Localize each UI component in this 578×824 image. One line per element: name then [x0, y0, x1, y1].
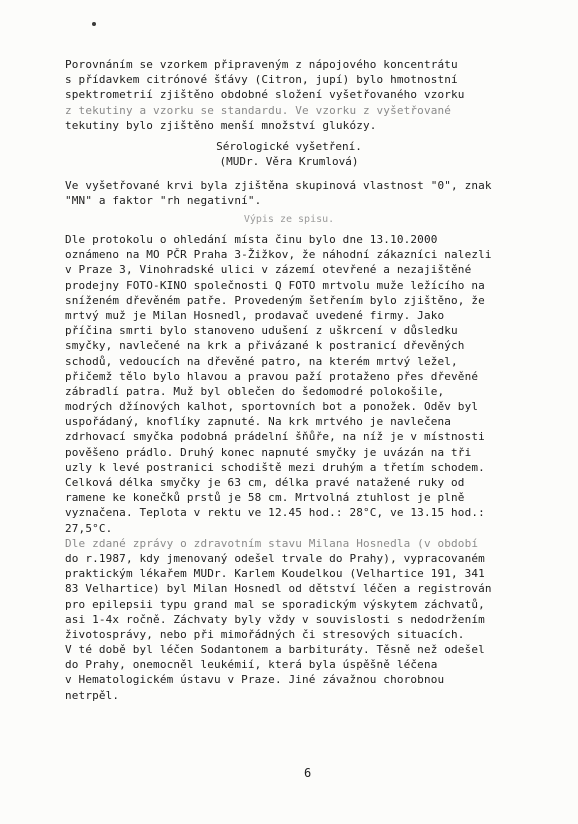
text-line: pro epilepsii typu grand mal se sporadickým výskytem záchvatů,: [65, 597, 485, 611]
text-line: uspořádaný, knoflíky zapnuté. Na krk mrtvého je navlečena: [65, 415, 452, 429]
text-line: pověšeno prádlo. Druhý konec napnuté smyčky je uvázán na tři: [65, 445, 472, 459]
file-heading: Výpis ze spisu.: [243, 214, 335, 225]
text-line: praktickým lékařem MUDr. Karlem Koudelkou (Velhartice 191, 341: [65, 567, 485, 581]
text-line: v Praze 3, Vinohradské ulici v zázemí otevřené a nezajištěné: [65, 263, 472, 277]
text-line: "MN" a faktor "rh negativní".: [65, 194, 262, 208]
serology-paragraph: [65, 178, 492, 208]
text-line: modrých džínových kalhot, sportovních bot a ponožek. Oděv byl: [65, 400, 479, 414]
file-paragraph: [65, 232, 492, 703]
text-line: uzly k levé postranici schodiště mezi druhým a třetím schodem.: [65, 460, 485, 474]
text-line: schodů, vedoucích na dřevěné patro, na kterém mrtvý ležel,: [65, 354, 458, 368]
text-line: spektrometrií zjištěno obdobné složení vyšetřovaného vzorku: [65, 88, 465, 102]
text-line: přičemž tělo bylo hlavou a pravou paží protaženo přes dřevěné: [65, 369, 479, 383]
text-line: Celková délka smyčky je 63 cm, délka pravé natažené ruky od: [65, 476, 465, 489]
text-line: vyznačena. Teplota v rektu ve 12.45 hod.: 28°C, ve 13.15 hod.:: [65, 506, 485, 520]
text-line: smyčky, navlečené na krk a přivázané k postranicí dřevěných: [65, 339, 465, 353]
text-line: zdrhovací smyčka podobná prádelní šňůře, na níž je v místnosti: [65, 430, 485, 444]
text-line: zábradlí patra. Muž byl oblečen do šedomodré polokošile,: [65, 384, 445, 398]
text-line: ramene ke konečků prstů je 58 cm. Mrtvolná ztuhlost je plně: [65, 491, 465, 505]
text-line: asi 1-4x ročně. Záchvaty byly vždy v souvislosti s nedodržením: [65, 612, 485, 626]
text-line: prodejny FOTO-KINO společnosti Q FOTO mrtvolu muže ležícího na: [65, 278, 485, 292]
text-line: příčina smrti bylo stanoveno udušení z uškrcení v důsledku: [65, 324, 458, 338]
text-line: 27,5°C.: [65, 521, 113, 535]
text-line: Ve vyšetřované krvi byla zjištěna skupinová vlastnost "0", znak: [65, 179, 492, 192]
text-line: oznámeno na MO PČR Praha 3-Žižkov, že náhodní zákazníci nalezli: [65, 248, 492, 262]
text-line: tekutiny bylo zjištěno menší množství glukózy.: [65, 118, 377, 132]
scan-speck: [92, 22, 96, 26]
text-line: netrpěl.: [65, 688, 120, 702]
text-line: V té době byl léčen Sodantonem a barbituráty. Těsně než odešel: [65, 643, 485, 657]
intro-paragraph: [65, 57, 465, 133]
text-line: z tekutiny a vzorku se standardu. Ve vzorku z vyšetřované: [65, 103, 452, 117]
serology-heading: Sérologické vyšetření.: [216, 140, 362, 153]
page-number: 6: [304, 766, 312, 780]
text-line: Porovnáním se vzorkem připraveným z nápojového koncentrátu: [65, 58, 458, 71]
text-line: mrtvý muž je Milan Hosnedl, prodavač uvedené firmy. Jako: [65, 308, 445, 322]
text-line: Dle protokolu o ohledání místa činu bylo dne 13.10.2000: [65, 233, 438, 246]
text-line: do r.1987, kdy jmenovaný odešel trvale do Prahy), vypracovaném: [65, 551, 485, 565]
text-line: s přídavkem citrónové šťávy (Citron, jupí) bylo hmotnostní: [65, 73, 458, 87]
serology-author: (MUDr. Věra Krumlová): [219, 155, 359, 168]
text-line: do Prahy, onemocněl leukémií, která byla úspěšně léčena: [65, 658, 438, 672]
text-line: životosprávy, nebo při mimořádných či stresových situacích.: [65, 627, 465, 641]
text-line: 83 Velhartice) byl Milan Hosnedl od dětství léčen a registrován: [65, 582, 492, 596]
text-line: Dle zdané zprávy o zdravotním stavu Milana Hosnedla (v období: [65, 536, 479, 550]
text-line: v Hematologickém ústavu v Praze. Jiné závažnou chorobnou: [65, 673, 445, 687]
text-line: sníženém dřevěném patře. Provedeným šetřením bylo zjištěno, že: [65, 293, 485, 307]
